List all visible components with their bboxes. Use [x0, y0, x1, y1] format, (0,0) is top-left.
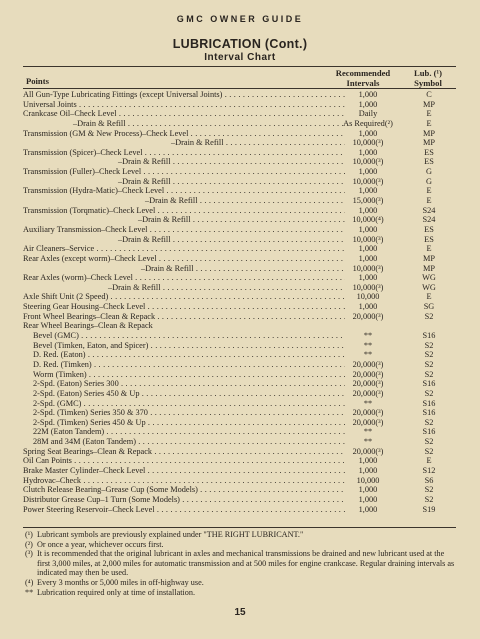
- row-point-label: Bevel (GMC) . . .: [23, 331, 345, 341]
- table-row: [23, 177, 456, 187]
- table-row: [23, 292, 456, 302]
- row-point-label: –Drain & Refill . . .: [23, 196, 345, 206]
- row-point-label: 22M (Eaton Tandem) . . .: [23, 427, 345, 437]
- row-lub-symbol: S16: [422, 331, 436, 341]
- row-lub-symbol: ES: [424, 234, 434, 244]
- row-lub-symbol: S2: [424, 446, 434, 456]
- row-lub-symbol: ES: [424, 224, 434, 234]
- row-lub-symbol: MP: [423, 263, 435, 273]
- header-intervals: [332, 68, 394, 88]
- page-title: LUBRICATION (Cont.): [172, 37, 308, 51]
- row-lub-symbol: S16: [422, 408, 436, 418]
- row-point-label: Universal Joints . . .: [23, 100, 345, 110]
- table-row: [23, 235, 456, 245]
- row-point-label: Bevel (Timken, Eaton, and Spicer) . . .: [23, 341, 345, 351]
- row-lub-symbol: S2: [424, 340, 434, 350]
- table-row: [23, 379, 456, 389]
- table-row: [23, 225, 456, 235]
- row-interval: 20,000(³): [352, 446, 384, 456]
- row-lub-symbol: S2: [424, 369, 434, 379]
- header-intervals-line2: Intervals: [346, 78, 380, 88]
- row-interval: As Required(²): [343, 118, 393, 128]
- row-point-label: Crankcase Oil–Check Level . . .: [23, 109, 345, 119]
- row-lub-symbol: E: [426, 244, 432, 254]
- row-point-label: Transmission (Fuller)–Check Level . . .: [23, 167, 345, 177]
- row-point-label: Transmission (Spicer)–Check Level . . .: [23, 148, 345, 158]
- row-interval: 1,000: [358, 205, 378, 215]
- row-interval: **: [363, 437, 373, 447]
- table-row: [23, 427, 456, 437]
- row-point-label: All Gun-Type Lubricating Fittings (except Universal Joints) . . .: [23, 90, 345, 100]
- table-row: [23, 321, 456, 331]
- row-interval: 20,000(³): [352, 388, 384, 398]
- row-point-label: –Drain & Refill . . .: [23, 235, 345, 245]
- row-point-label: 2-Spd. (Timken) Series 350 & 370 . . .: [23, 408, 345, 418]
- page-number: 15: [234, 607, 246, 618]
- table-row: [23, 206, 456, 216]
- row-interval: 1,000: [358, 465, 378, 475]
- table-row: [23, 466, 456, 476]
- running-head: GMC OWNER GUIDE: [176, 14, 304, 24]
- row-point-label: –Drain & Refill . . .: [23, 264, 345, 274]
- table-row: [23, 129, 456, 139]
- row-lub-symbol: S12: [422, 465, 436, 475]
- row-point-label: –Drain & Refill . . .: [23, 157, 345, 167]
- row-point-label: –Drain & Refill . . .: [23, 138, 345, 148]
- row-point-label: –Drain & Refill . . .: [23, 119, 345, 129]
- header-symbol-line1: Lub. (¹): [414, 68, 442, 78]
- row-point-label: Rear Axles (except worm)–Check Level . . .: [23, 254, 345, 264]
- row-interval: 20,000(³): [352, 359, 384, 369]
- footnote-text: Or once a year, whichever occurs first.: [37, 539, 164, 549]
- table-row: [23, 370, 456, 380]
- row-interval: 10,000(³): [352, 176, 384, 186]
- row-point-label: Transmission (Torqmatic)–Check Level . . .: [23, 206, 345, 216]
- row-interval: 1,000: [358, 244, 378, 254]
- table-header-rule: [23, 88, 456, 89]
- row-interval: 1,000: [358, 90, 378, 99]
- row-interval: 1,000: [358, 494, 378, 504]
- table-row: [23, 485, 456, 495]
- row-lub-symbol: E: [426, 186, 432, 196]
- row-lub-symbol: MP: [423, 128, 435, 138]
- row-interval: 1,000: [358, 253, 378, 263]
- row-lub-symbol: S2: [424, 350, 434, 360]
- table-row: [23, 196, 456, 206]
- row-lub-symbol: MP: [423, 99, 435, 109]
- row-point-label: Transmission (GM & New Process)–Check Level . . .: [23, 129, 345, 139]
- row-point-label: –Drain & Refill . . .: [23, 215, 345, 225]
- row-point-label: Auxiliary Transmission–Check Level . . .: [23, 225, 345, 235]
- row-lub-symbol: E: [426, 109, 432, 119]
- row-interval: 20,000(³): [352, 311, 384, 321]
- table-row: [23, 138, 456, 148]
- table-row: [23, 456, 456, 466]
- footnote-text: It is recommended that the original lubricant in axles and mechanical transmissions be drained and new lubricant used at the first 3,000 miles, at 2,000 miles for automatic transmission and at 500 miles for engine crankcase. Regular draining intervals as indicated may then be used.: [37, 549, 455, 578]
- table-bottom-rule: [23, 527, 456, 528]
- footnote: [23, 549, 456, 578]
- row-point-label: –Drain & Refill . . .: [23, 283, 345, 293]
- row-point-label: D. Red. (Timken) . . .: [23, 360, 345, 370]
- footnote-text: Lubricant symbols are previously explained under "THE RIGHT LUBRICANT.": [37, 530, 304, 539]
- footnote-text: Lubrication required only at time of installation.: [37, 587, 196, 597]
- header-symbol: [405, 68, 451, 88]
- table-row: [23, 119, 456, 129]
- table-row: [23, 437, 456, 447]
- row-point-label: Clutch Release Bearing–Grease Cup (Some Models) . . .: [23, 485, 345, 495]
- row-lub-symbol: ES: [424, 147, 434, 157]
- row-interval: 1,000: [358, 186, 378, 196]
- row-point-label: 2-Spd. (Eaton) Series 450 & Up . . .: [23, 389, 345, 399]
- row-interval: 10,000(⁴): [352, 215, 384, 225]
- interval-table-body: [23, 90, 456, 514]
- row-lub-symbol: S2: [424, 311, 434, 321]
- row-lub-symbol: S2: [424, 417, 434, 427]
- footnote-mark: (³): [25, 549, 33, 559]
- row-interval: Daily: [358, 109, 378, 119]
- row-interval: 1,000: [358, 99, 378, 109]
- row-point-label: Distributor Grease Cup–1 Turn (Some Models) . . .: [23, 495, 345, 505]
- row-point-label: Rear Axles (worm)–Check Level . . .: [23, 273, 345, 283]
- row-interval: 20,000(³): [352, 379, 384, 389]
- row-interval: 1,000: [358, 456, 378, 466]
- row-lub-symbol: MP: [423, 253, 435, 263]
- row-lub-symbol: S2: [424, 437, 434, 447]
- row-interval: 10,000(³): [352, 263, 384, 273]
- table-row: [23, 254, 456, 264]
- row-interval: 1,000: [358, 224, 378, 234]
- header-intervals-line1: Recommended: [335, 68, 391, 78]
- table-row: [23, 360, 456, 370]
- row-lub-symbol: S2: [424, 485, 434, 495]
- header-points: Points: [26, 76, 49, 86]
- row-point-label: Spring Seat Bearings–Clean & Repack . . .: [23, 447, 345, 457]
- row-point-label: 28M and 34M (Eaton Tandem) . . .: [23, 437, 345, 447]
- row-interval: 10,000(³): [352, 234, 384, 244]
- table-row: [23, 331, 456, 341]
- table-row: [23, 109, 456, 119]
- row-interval: **: [363, 331, 373, 341]
- row-point-label: Power Steering Reservoir–Check Level . . .: [23, 505, 345, 515]
- table-top-rule: [23, 66, 456, 67]
- row-lub-symbol: G: [426, 167, 432, 177]
- row-interval: 1,000: [358, 302, 378, 312]
- table-row: [23, 302, 456, 312]
- footnote-mark: (¹): [25, 530, 33, 539]
- row-point-label: 2-Spd. (Eaton) Series 300 . . .: [23, 379, 345, 389]
- table-row: [23, 167, 456, 177]
- table-row: [23, 418, 456, 428]
- row-lub-symbol: S2: [424, 359, 434, 369]
- row-lub-symbol: E: [426, 196, 432, 206]
- row-point-label: Brake Master Cylinder–Check Level . . .: [23, 466, 345, 476]
- footnote-mark: **: [25, 587, 34, 597]
- table-row: [23, 148, 456, 158]
- row-lub-symbol: S24: [422, 205, 436, 215]
- footnote-mark: (²): [25, 539, 33, 549]
- table-row: [23, 264, 456, 274]
- row-lub-symbol: S16: [422, 427, 436, 437]
- row-lub-symbol: S6: [424, 475, 434, 485]
- row-interval: 10,000: [356, 292, 380, 302]
- table-row: [23, 341, 456, 351]
- row-interval: **: [363, 350, 373, 360]
- table-row: [23, 350, 456, 360]
- row-interval: 1,000: [358, 485, 378, 495]
- table-row: [23, 215, 456, 225]
- row-lub-symbol: WG: [422, 273, 436, 283]
- row-lub-symbol: WG: [422, 282, 436, 292]
- row-lub-symbol: MP: [423, 138, 435, 148]
- table-row: [23, 100, 456, 110]
- table-row: [23, 244, 456, 254]
- table-row: [23, 90, 456, 100]
- row-lub-symbol: S24: [422, 215, 436, 225]
- table-row: [23, 399, 456, 409]
- table-row: [23, 495, 456, 505]
- table-row: [23, 283, 456, 293]
- row-interval: 10,000: [356, 475, 380, 485]
- row-interval: 20,000(³): [352, 417, 384, 427]
- table-row: [23, 447, 456, 457]
- row-lub-symbol: E: [426, 118, 432, 128]
- row-interval: **: [363, 340, 373, 350]
- row-lub-symbol: ES: [424, 157, 434, 167]
- footnote: [23, 588, 456, 598]
- row-interval: 10,000(³): [352, 138, 384, 148]
- row-interval: 20,000(³): [352, 408, 384, 418]
- row-point-label: Axle Shift Unit (2 Speed) . . .: [23, 292, 345, 302]
- row-point-label: Air Cleaners–Service . . .: [23, 244, 345, 254]
- page-subtitle: Interval Chart: [204, 52, 276, 63]
- row-point-label: 2-Spd. (GMC) . . .: [23, 399, 345, 409]
- row-lub-symbol: S16: [422, 379, 436, 389]
- row-point-label: Worm (Timken) . . .: [23, 370, 345, 380]
- table-row: [23, 505, 456, 515]
- row-point-label: Front Wheel Bearings–Clean & Repack . . .: [23, 312, 345, 322]
- table-row: [23, 312, 456, 322]
- row-interval: 15,000(³): [352, 196, 384, 206]
- row-lub-symbol: S16: [422, 398, 436, 408]
- row-point-label: Oil Can Points . . .: [23, 456, 345, 466]
- row-interval: 1,000: [358, 167, 378, 177]
- row-point-label: Hydrovac–Check . . .: [23, 476, 345, 486]
- row-point-label: –Drain & Refill . . .: [23, 177, 345, 187]
- row-interval: **: [363, 398, 373, 408]
- row-lub-symbol: E: [426, 292, 432, 302]
- table-row: [23, 476, 456, 486]
- row-interval: 1,000: [358, 128, 378, 138]
- table-row: [23, 186, 456, 196]
- table-row: [23, 389, 456, 399]
- row-interval: 1,000: [358, 147, 378, 157]
- footnote: [23, 540, 456, 550]
- row-point-label: 2-Spd. (Timken) Series 450 & Up . . .: [23, 418, 345, 428]
- row-point-label: D. Red. (Eaton) . . .: [23, 350, 345, 360]
- footnote: [23, 530, 456, 540]
- row-point-label: Rear Wheel Bearings–Clean & Repack: [23, 321, 153, 331]
- table-row: [23, 157, 456, 167]
- row-lub-symbol: S2: [424, 388, 434, 398]
- row-interval: 1,000: [358, 273, 378, 283]
- row-point-label: Steering Gear Housing–Check Level . . .: [23, 302, 345, 312]
- row-point-label: Transmission (Hydra-Matic)–Check Level . . .: [23, 186, 345, 196]
- row-interval: **: [363, 427, 373, 437]
- header-symbol-line2: Symbol: [414, 78, 442, 88]
- row-interval: 1,000: [358, 504, 378, 514]
- row-lub-symbol: S2: [424, 494, 434, 504]
- row-lub-symbol: S19: [422, 504, 436, 514]
- row-lub-symbol: SG: [423, 302, 435, 312]
- row-interval: 10,000(³): [352, 282, 384, 292]
- footnote: [23, 578, 456, 588]
- footnotes: [23, 530, 456, 597]
- table-row: [23, 408, 456, 418]
- footnote-text: Every 3 months or 5,000 miles in off-highway use.: [37, 577, 204, 587]
- table-row: [23, 273, 456, 283]
- footnote-mark: (⁴): [25, 577, 34, 587]
- row-lub-symbol: C: [426, 90, 432, 99]
- row-interval: 20,000(³): [352, 369, 384, 379]
- row-interval: 10,000(³): [352, 157, 384, 167]
- row-lub-symbol: G: [426, 176, 432, 186]
- row-lub-symbol: E: [426, 456, 432, 466]
